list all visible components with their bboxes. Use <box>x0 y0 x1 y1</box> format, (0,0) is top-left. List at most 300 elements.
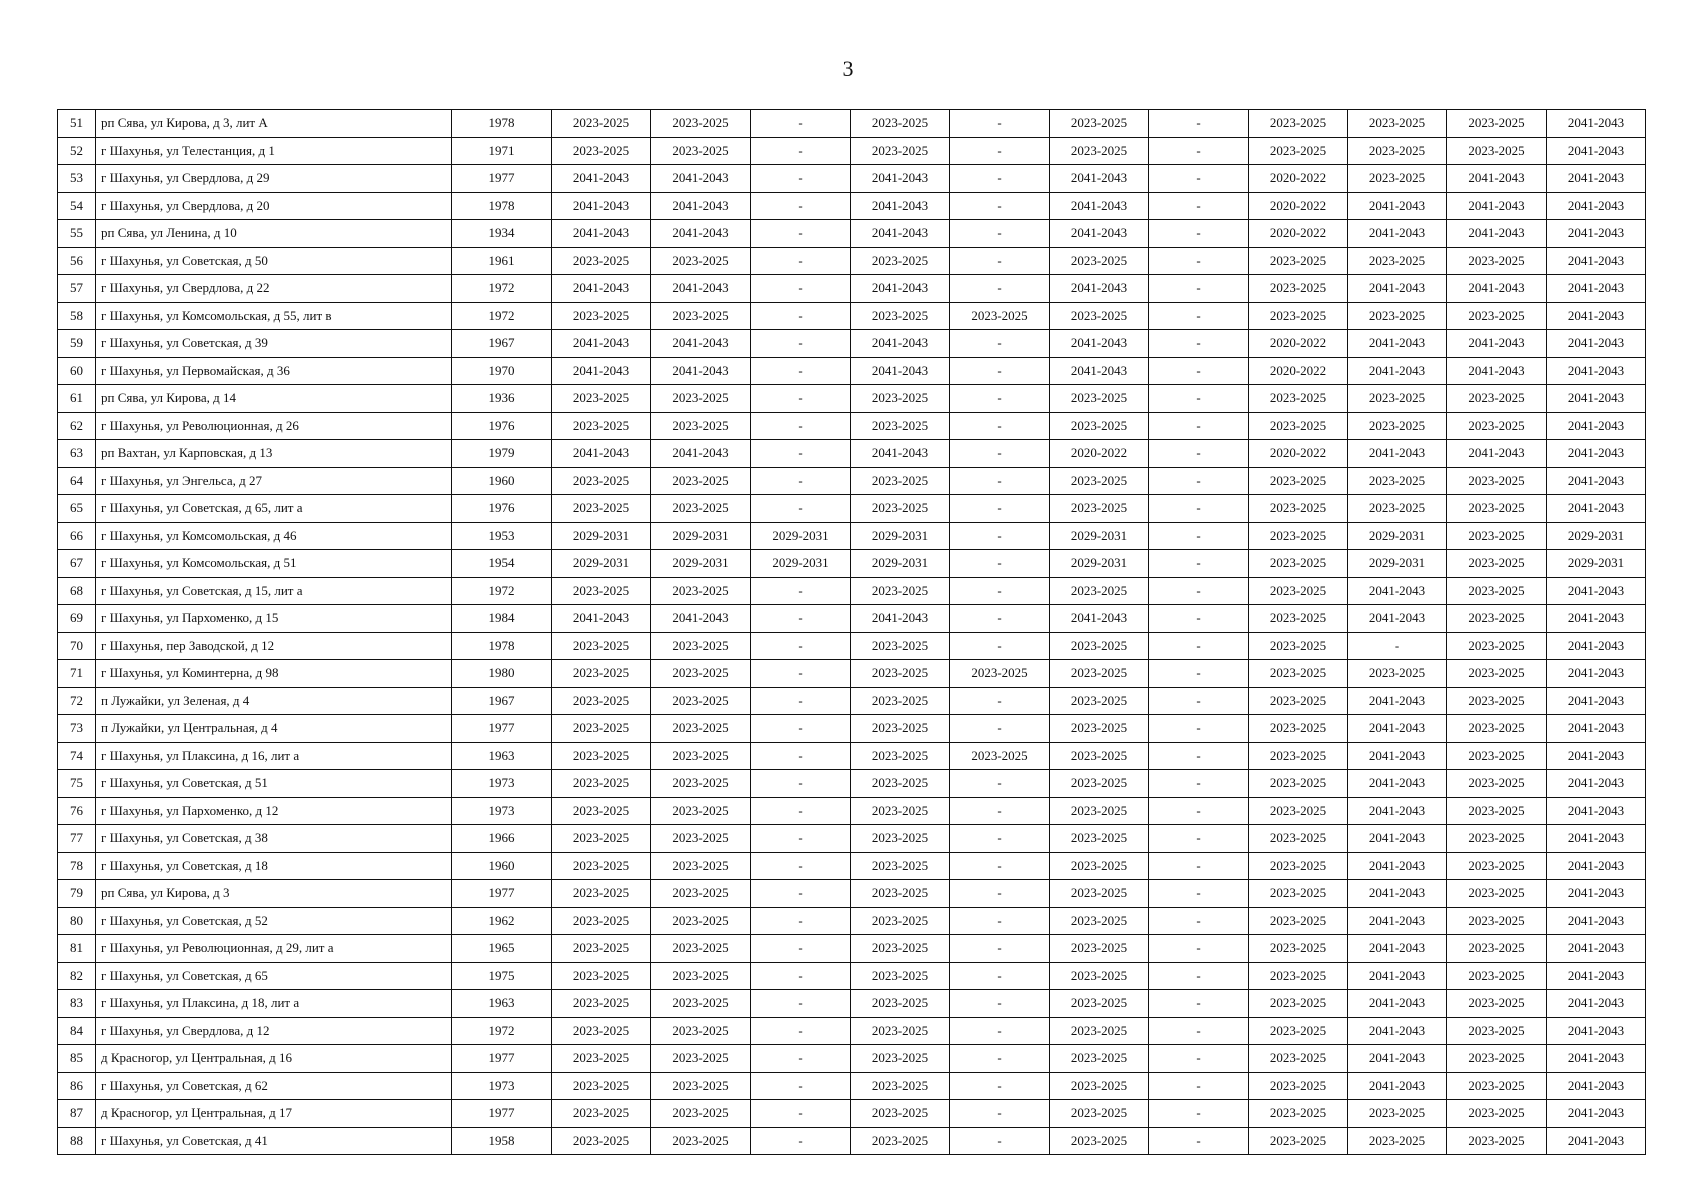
period-cell-2: 2041-2043 <box>651 605 751 633</box>
period-cell-8: 2023-2025 <box>1249 522 1348 550</box>
row-number-cell: 64 <box>58 467 96 495</box>
period-cell-4: 2023-2025 <box>851 990 950 1018</box>
period-cell-5: - <box>950 330 1050 358</box>
period-cell-7: - <box>1149 1100 1249 1128</box>
period-cell-2: 2023-2025 <box>651 110 751 138</box>
table-row <box>58 522 1646 550</box>
period-cell-1: 2023-2025 <box>552 990 651 1018</box>
period-cell-6: 2041-2043 <box>1050 357 1149 385</box>
row-number-cell: 53 <box>58 165 96 193</box>
period-cell-11: 2041-2043 <box>1547 577 1646 605</box>
row-number-cell: 59 <box>58 330 96 358</box>
period-cell-9: 2041-2043 <box>1348 220 1447 248</box>
period-cell-11: 2041-2043 <box>1547 440 1646 468</box>
row-number-cell: 70 <box>58 632 96 660</box>
period-cell-5: - <box>950 852 1050 880</box>
period-cell-2: 2023-2025 <box>651 962 751 990</box>
period-cell-1: 2041-2043 <box>552 192 651 220</box>
period-cell-9: 2041-2043 <box>1348 962 1447 990</box>
table-row <box>58 907 1646 935</box>
period-cell-11: 2041-2043 <box>1547 192 1646 220</box>
period-cell-5: - <box>950 1072 1050 1100</box>
address-cell: г Шахунья, ул Советская, д 41 <box>96 1127 452 1155</box>
period-cell-3: - <box>751 440 851 468</box>
period-cell-6: 2041-2043 <box>1050 220 1149 248</box>
address-cell: г Шахунья, ул Советская, д 51 <box>96 770 452 798</box>
address-cell: г Шахунья, ул Революционная, д 26 <box>96 412 452 440</box>
table-row <box>58 110 1646 138</box>
period-cell-7: - <box>1149 880 1249 908</box>
period-cell-4: 2023-2025 <box>851 825 950 853</box>
row-number-cell: 71 <box>58 660 96 688</box>
period-cell-5: - <box>950 357 1050 385</box>
address-cell: г Шахунья, ул Свердлова, д 29 <box>96 165 452 193</box>
year-built-cell: 1972 <box>452 275 552 303</box>
period-cell-4: 2023-2025 <box>851 577 950 605</box>
period-cell-11: 2041-2043 <box>1547 467 1646 495</box>
period-cell-7: - <box>1149 220 1249 248</box>
period-cell-10: 2023-2025 <box>1447 605 1547 633</box>
period-cell-9: 2041-2043 <box>1348 852 1447 880</box>
period-cell-4: 2023-2025 <box>851 852 950 880</box>
period-cell-8: 2023-2025 <box>1249 660 1348 688</box>
period-cell-11: 2041-2043 <box>1547 715 1646 743</box>
period-cell-5: - <box>950 220 1050 248</box>
period-cell-10: 2023-2025 <box>1447 715 1547 743</box>
period-cell-8: 2023-2025 <box>1249 302 1348 330</box>
period-cell-11: 2041-2043 <box>1547 302 1646 330</box>
year-built-cell: 1963 <box>452 990 552 1018</box>
row-number-cell: 87 <box>58 1100 96 1128</box>
period-cell-5: - <box>950 605 1050 633</box>
row-number-cell: 85 <box>58 1045 96 1073</box>
period-cell-2: 2023-2025 <box>651 302 751 330</box>
period-cell-4: 2023-2025 <box>851 660 950 688</box>
period-cell-2: 2041-2043 <box>651 357 751 385</box>
period-cell-10: 2041-2043 <box>1447 357 1547 385</box>
period-cell-5: - <box>950 825 1050 853</box>
period-cell-4: 2023-2025 <box>851 1072 950 1100</box>
period-cell-9: 2023-2025 <box>1348 165 1447 193</box>
period-cell-9: 2023-2025 <box>1348 495 1447 523</box>
address-cell: г Шахунья, ул Плаксина, д 16, лит а <box>96 742 452 770</box>
address-cell: рп Сява, ул Кирова, д 3, лит А <box>96 110 452 138</box>
period-cell-4: 2023-2025 <box>851 302 950 330</box>
period-cell-9: 2041-2043 <box>1348 715 1447 743</box>
period-cell-8: 2023-2025 <box>1249 1072 1348 1100</box>
row-number-cell: 61 <box>58 385 96 413</box>
period-cell-8: 2020-2022 <box>1249 192 1348 220</box>
table-row <box>58 467 1646 495</box>
table-row <box>58 715 1646 743</box>
period-cell-5: - <box>950 385 1050 413</box>
period-cell-9: 2041-2043 <box>1348 742 1447 770</box>
period-cell-4: 2023-2025 <box>851 495 950 523</box>
period-cell-11: 2041-2043 <box>1547 1072 1646 1100</box>
period-cell-10: 2023-2025 <box>1447 1072 1547 1100</box>
period-cell-2: 2023-2025 <box>651 467 751 495</box>
period-cell-4: 2023-2025 <box>851 797 950 825</box>
period-cell-4: 2023-2025 <box>851 137 950 165</box>
period-cell-1: 2023-2025 <box>552 495 651 523</box>
table-row <box>58 1045 1646 1073</box>
period-cell-2: 2023-2025 <box>651 990 751 1018</box>
period-cell-3: - <box>751 1017 851 1045</box>
table-row <box>58 137 1646 165</box>
period-cell-11: 2041-2043 <box>1547 1045 1646 1073</box>
address-cell: г Шахунья, ул Советская, д 39 <box>96 330 452 358</box>
address-cell: п Лужайки, ул Центральная, д 4 <box>96 715 452 743</box>
table-row <box>58 577 1646 605</box>
address-cell: г Шахунья, ул Пархоменко, д 12 <box>96 797 452 825</box>
period-cell-6: 2020-2022 <box>1050 440 1149 468</box>
period-cell-11: 2041-2043 <box>1547 605 1646 633</box>
period-cell-9: 2023-2025 <box>1348 1100 1447 1128</box>
period-cell-3: - <box>751 797 851 825</box>
period-cell-8: 2023-2025 <box>1249 880 1348 908</box>
table-row <box>58 852 1646 880</box>
period-cell-8: 2020-2022 <box>1249 440 1348 468</box>
year-built-cell: 1978 <box>452 110 552 138</box>
year-built-cell: 1977 <box>452 1100 552 1128</box>
period-cell-8: 2023-2025 <box>1249 1127 1348 1155</box>
row-number-cell: 82 <box>58 962 96 990</box>
address-cell: г Шахунья, ул Советская, д 65, лит а <box>96 495 452 523</box>
period-cell-8: 2023-2025 <box>1249 632 1348 660</box>
period-cell-5: 2023-2025 <box>950 302 1050 330</box>
period-cell-8: 2023-2025 <box>1249 550 1348 578</box>
period-cell-2: 2023-2025 <box>651 577 751 605</box>
period-cell-10: 2023-2025 <box>1447 825 1547 853</box>
period-cell-7: - <box>1149 440 1249 468</box>
period-cell-6: 2023-2025 <box>1050 1072 1149 1100</box>
period-cell-6: 2023-2025 <box>1050 660 1149 688</box>
period-cell-6: 2041-2043 <box>1050 330 1149 358</box>
year-built-cell: 1970 <box>452 357 552 385</box>
year-built-cell: 1976 <box>452 412 552 440</box>
row-number-cell: 68 <box>58 577 96 605</box>
period-cell-11: 2041-2043 <box>1547 1100 1646 1128</box>
year-built-cell: 1980 <box>452 660 552 688</box>
period-cell-3: - <box>751 1072 851 1100</box>
period-cell-10: 2023-2025 <box>1447 797 1547 825</box>
period-cell-6: 2023-2025 <box>1050 935 1149 963</box>
period-cell-11: 2041-2043 <box>1547 412 1646 440</box>
period-cell-3: - <box>751 192 851 220</box>
period-cell-7: - <box>1149 770 1249 798</box>
table-row <box>58 962 1646 990</box>
period-cell-5: - <box>950 687 1050 715</box>
period-cell-4: 2041-2043 <box>851 220 950 248</box>
table-row <box>58 935 1646 963</box>
period-cell-1: 2023-2025 <box>552 825 651 853</box>
period-cell-7: - <box>1149 715 1249 743</box>
period-cell-7: - <box>1149 302 1249 330</box>
period-cell-7: - <box>1149 825 1249 853</box>
year-built-cell: 1934 <box>452 220 552 248</box>
row-number-cell: 60 <box>58 357 96 385</box>
period-cell-10: 2023-2025 <box>1447 770 1547 798</box>
period-cell-11: 2041-2043 <box>1547 935 1646 963</box>
period-cell-7: - <box>1149 1045 1249 1073</box>
period-cell-7: - <box>1149 330 1249 358</box>
row-number-cell: 80 <box>58 907 96 935</box>
period-cell-9: 2041-2043 <box>1348 990 1447 1018</box>
period-cell-6: 2023-2025 <box>1050 687 1149 715</box>
period-cell-4: 2023-2025 <box>851 1017 950 1045</box>
period-cell-2: 2023-2025 <box>651 495 751 523</box>
period-cell-2: 2023-2025 <box>651 935 751 963</box>
period-cell-1: 2041-2043 <box>552 220 651 248</box>
period-cell-6: 2023-2025 <box>1050 1017 1149 1045</box>
period-cell-10: 2023-2025 <box>1447 110 1547 138</box>
period-cell-8: 2023-2025 <box>1249 715 1348 743</box>
period-cell-8: 2023-2025 <box>1249 1100 1348 1128</box>
period-cell-10: 2023-2025 <box>1447 412 1547 440</box>
period-cell-5: - <box>950 110 1050 138</box>
period-cell-7: - <box>1149 1127 1249 1155</box>
period-cell-7: - <box>1149 1072 1249 1100</box>
period-cell-4: 2041-2043 <box>851 357 950 385</box>
period-cell-7: - <box>1149 797 1249 825</box>
period-cell-3: - <box>751 357 851 385</box>
period-cell-10: 2023-2025 <box>1447 247 1547 275</box>
period-cell-9: 2041-2043 <box>1348 330 1447 358</box>
row-number-cell: 65 <box>58 495 96 523</box>
period-cell-6: 2023-2025 <box>1050 137 1149 165</box>
period-cell-11: 2041-2043 <box>1547 907 1646 935</box>
row-number-cell: 72 <box>58 687 96 715</box>
period-cell-9: 2041-2043 <box>1348 1072 1447 1100</box>
row-number-cell: 86 <box>58 1072 96 1100</box>
year-built-cell: 1960 <box>452 852 552 880</box>
period-cell-7: - <box>1149 192 1249 220</box>
period-cell-10: 2023-2025 <box>1447 660 1547 688</box>
period-cell-7: - <box>1149 852 1249 880</box>
period-cell-2: 2023-2025 <box>651 715 751 743</box>
period-cell-3: - <box>751 165 851 193</box>
table-row <box>58 632 1646 660</box>
period-cell-7: - <box>1149 935 1249 963</box>
row-number-cell: 54 <box>58 192 96 220</box>
period-cell-1: 2023-2025 <box>552 577 651 605</box>
period-cell-1: 2041-2043 <box>552 605 651 633</box>
period-cell-10: 2023-2025 <box>1447 742 1547 770</box>
row-number-cell: 66 <box>58 522 96 550</box>
row-number-cell: 56 <box>58 247 96 275</box>
row-number-cell: 74 <box>58 742 96 770</box>
table-row <box>58 742 1646 770</box>
period-cell-1: 2023-2025 <box>552 770 651 798</box>
period-cell-3: - <box>751 660 851 688</box>
year-built-cell: 1976 <box>452 495 552 523</box>
period-cell-7: - <box>1149 742 1249 770</box>
period-cell-8: 2023-2025 <box>1249 825 1348 853</box>
table-row <box>58 247 1646 275</box>
period-cell-4: 2023-2025 <box>851 412 950 440</box>
period-cell-5: - <box>950 275 1050 303</box>
period-cell-9: 2041-2043 <box>1348 880 1447 908</box>
period-cell-9: 2023-2025 <box>1348 137 1447 165</box>
period-cell-10: 2023-2025 <box>1447 1100 1547 1128</box>
period-cell-11: 2041-2043 <box>1547 660 1646 688</box>
period-cell-9: 2023-2025 <box>1348 302 1447 330</box>
period-cell-9: 2041-2043 <box>1348 825 1447 853</box>
period-cell-1: 2023-2025 <box>552 302 651 330</box>
table-row <box>58 990 1646 1018</box>
address-cell: г Шахунья, ул Советская, д 62 <box>96 1072 452 1100</box>
period-cell-4: 2023-2025 <box>851 962 950 990</box>
period-cell-3: - <box>751 742 851 770</box>
period-cell-1: 2023-2025 <box>552 797 651 825</box>
period-cell-8: 2023-2025 <box>1249 110 1348 138</box>
period-cell-11: 2029-2031 <box>1547 550 1646 578</box>
period-cell-9: 2041-2043 <box>1348 1045 1447 1073</box>
period-cell-8: 2023-2025 <box>1249 275 1348 303</box>
period-cell-3: - <box>751 110 851 138</box>
table-row <box>58 495 1646 523</box>
period-cell-10: 2023-2025 <box>1447 522 1547 550</box>
period-cell-3: - <box>751 907 851 935</box>
period-cell-6: 2023-2025 <box>1050 302 1149 330</box>
period-cell-2: 2023-2025 <box>651 825 751 853</box>
period-cell-8: 2023-2025 <box>1249 495 1348 523</box>
period-cell-11: 2041-2043 <box>1547 880 1646 908</box>
period-cell-11: 2041-2043 <box>1547 687 1646 715</box>
year-built-cell: 1972 <box>452 302 552 330</box>
row-number-cell: 78 <box>58 852 96 880</box>
address-cell: г Шахунья, ул Советская, д 18 <box>96 852 452 880</box>
address-cell: г Шахунья, ул Коминтерна, д 98 <box>96 660 452 688</box>
period-cell-5: - <box>950 495 1050 523</box>
period-cell-7: - <box>1149 357 1249 385</box>
address-cell: рп Вахтан, ул Карповская, д 13 <box>96 440 452 468</box>
period-cell-1: 2023-2025 <box>552 110 651 138</box>
period-cell-4: 2023-2025 <box>851 110 950 138</box>
row-number-cell: 79 <box>58 880 96 908</box>
period-cell-3: - <box>751 990 851 1018</box>
year-built-cell: 1965 <box>452 935 552 963</box>
period-cell-2: 2023-2025 <box>651 1017 751 1045</box>
period-cell-6: 2041-2043 <box>1050 165 1149 193</box>
address-cell: г Шахунья, ул Свердлова, д 20 <box>96 192 452 220</box>
period-cell-11: 2041-2043 <box>1547 385 1646 413</box>
period-cell-6: 2023-2025 <box>1050 880 1149 908</box>
period-cell-11: 2041-2043 <box>1547 990 1646 1018</box>
period-cell-2: 2041-2043 <box>651 220 751 248</box>
period-cell-4: 2041-2043 <box>851 165 950 193</box>
period-cell-10: 2023-2025 <box>1447 935 1547 963</box>
period-cell-8: 2023-2025 <box>1249 797 1348 825</box>
year-built-cell: 1977 <box>452 1045 552 1073</box>
period-cell-6: 2023-2025 <box>1050 467 1149 495</box>
period-cell-10: 2041-2043 <box>1447 275 1547 303</box>
address-cell: г Шахунья, ул Первомайская, д 36 <box>96 357 452 385</box>
address-cell: рп Сява, ул Ленина, д 10 <box>96 220 452 248</box>
period-cell-9: 2041-2043 <box>1348 440 1447 468</box>
row-number-cell: 88 <box>58 1127 96 1155</box>
row-number-cell: 84 <box>58 1017 96 1045</box>
period-cell-2: 2023-2025 <box>651 660 751 688</box>
period-cell-9: 2029-2031 <box>1348 550 1447 578</box>
year-built-cell: 1975 <box>452 962 552 990</box>
period-cell-9: 2023-2025 <box>1348 660 1447 688</box>
period-cell-3: - <box>751 137 851 165</box>
period-cell-4: 2023-2025 <box>851 1100 950 1128</box>
period-cell-8: 2023-2025 <box>1249 385 1348 413</box>
period-cell-2: 2023-2025 <box>651 880 751 908</box>
address-cell: г Шахунья, ул Свердлова, д 22 <box>96 275 452 303</box>
period-cell-8: 2020-2022 <box>1249 165 1348 193</box>
address-cell: рп Сява, ул Кирова, д 3 <box>96 880 452 908</box>
period-cell-4: 2041-2043 <box>851 275 950 303</box>
period-cell-3: - <box>751 605 851 633</box>
period-cell-11: 2041-2043 <box>1547 220 1646 248</box>
year-built-cell: 1960 <box>452 467 552 495</box>
period-cell-9: 2041-2043 <box>1348 192 1447 220</box>
period-cell-8: 2023-2025 <box>1249 1017 1348 1045</box>
period-cell-11: 2041-2043 <box>1547 770 1646 798</box>
period-cell-2: 2041-2043 <box>651 192 751 220</box>
year-built-cell: 1972 <box>452 577 552 605</box>
address-cell: г Шахунья, ул Советская, д 15, лит а <box>96 577 452 605</box>
period-cell-6: 2029-2031 <box>1050 550 1149 578</box>
period-cell-4: 2023-2025 <box>851 935 950 963</box>
row-number-cell: 51 <box>58 110 96 138</box>
period-cell-2: 2041-2043 <box>651 440 751 468</box>
address-cell: г Шахунья, ул Энгельса, д 27 <box>96 467 452 495</box>
row-number-cell: 57 <box>58 275 96 303</box>
period-cell-4: 2029-2031 <box>851 550 950 578</box>
year-built-cell: 1936 <box>452 385 552 413</box>
period-cell-7: - <box>1149 990 1249 1018</box>
year-built-cell: 1963 <box>452 742 552 770</box>
period-cell-4: 2023-2025 <box>851 1127 950 1155</box>
period-cell-8: 2023-2025 <box>1249 1045 1348 1073</box>
period-cell-6: 2029-2031 <box>1050 522 1149 550</box>
period-cell-10: 2023-2025 <box>1447 1017 1547 1045</box>
period-cell-7: - <box>1149 495 1249 523</box>
table-row <box>58 385 1646 413</box>
period-cell-7: - <box>1149 660 1249 688</box>
table-row <box>58 687 1646 715</box>
period-cell-1: 2023-2025 <box>552 852 651 880</box>
year-built-cell: 1973 <box>452 770 552 798</box>
period-cell-6: 2041-2043 <box>1050 605 1149 633</box>
period-cell-7: - <box>1149 110 1249 138</box>
address-cell: г Шахунья, ул Революционная, д 29, лит а <box>96 935 452 963</box>
period-cell-2: 2023-2025 <box>651 852 751 880</box>
period-cell-7: - <box>1149 467 1249 495</box>
period-cell-3: - <box>751 467 851 495</box>
period-cell-4: 2023-2025 <box>851 1045 950 1073</box>
period-cell-8: 2023-2025 <box>1249 990 1348 1018</box>
period-cell-7: - <box>1149 632 1249 660</box>
period-cell-7: - <box>1149 550 1249 578</box>
period-cell-2: 2023-2025 <box>651 742 751 770</box>
year-built-cell: 1978 <box>452 632 552 660</box>
period-cell-3: - <box>751 577 851 605</box>
period-cell-8: 2023-2025 <box>1249 247 1348 275</box>
period-cell-7: - <box>1149 137 1249 165</box>
period-cell-3: - <box>751 825 851 853</box>
period-cell-6: 2023-2025 <box>1050 825 1149 853</box>
address-cell: г Шахунья, ул Свердлова, д 12 <box>96 1017 452 1045</box>
period-cell-4: 2029-2031 <box>851 522 950 550</box>
period-cell-5: - <box>950 632 1050 660</box>
period-cell-3: - <box>751 247 851 275</box>
period-cell-10: 2023-2025 <box>1447 467 1547 495</box>
